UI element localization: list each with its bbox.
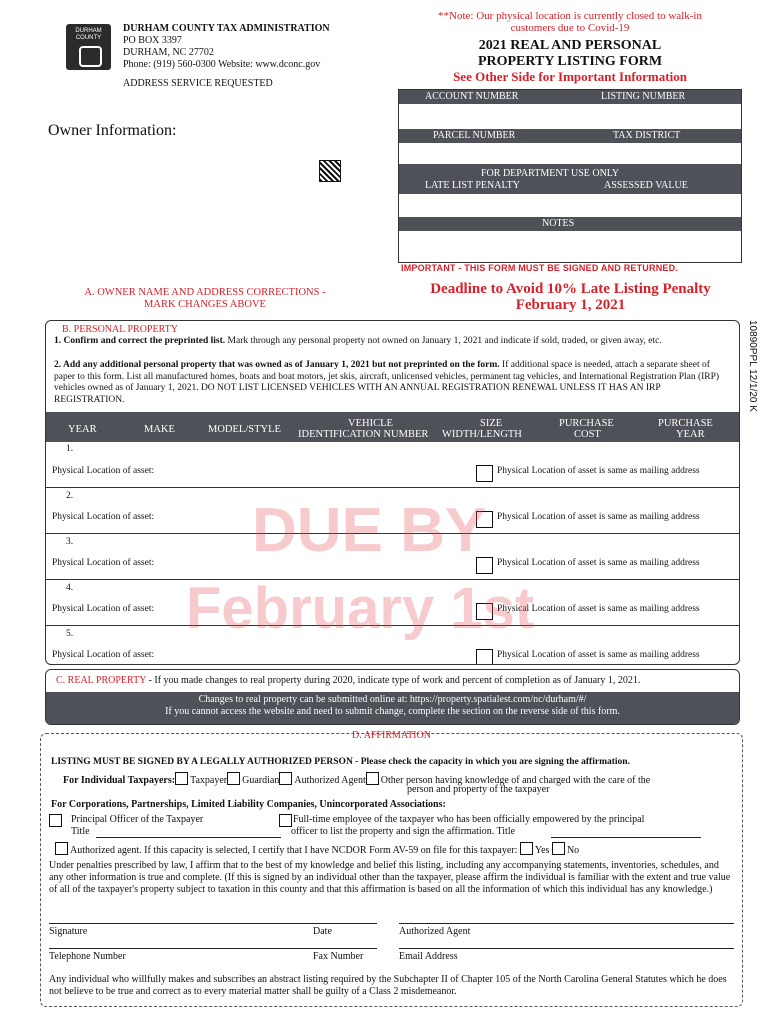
yes-checkbox[interactable] <box>520 842 533 855</box>
penalties-statement: Under penalties prescribed by law, I affirm that to the best of my knowledge and belief this listing, including any accompanying statements, inventories, schedules, and any other information is true and complete. (If this is signed by an individual other than the taxpayer, please affirm the individual is familiar with the extent and true value of all of the taxpayer's property subject to taxation in this county and that this affirmation is based on all the information of which this individual has any knowledge.) <box>49 860 731 895</box>
misdemeanor-footer: Any individual who willfully makes and subscribes an abstract listing required by the Subchapter II of Chapter 105 of the North Carolina General Statutes which he does not believe to be true and correct as to every material matter shall be guilty of a Class 2 misdemeanor. <box>49 974 727 997</box>
section-d-title: D. AFFIRMATION <box>352 730 431 741</box>
yes-label: Yes <box>534 845 550 856</box>
section-c-box <box>45 669 740 725</box>
notes-field[interactable] <box>399 231 741 261</box>
other-person-checkbox[interactable] <box>366 772 379 785</box>
individual-taxpayers-label: For Individual Taxpayers: <box>63 775 176 786</box>
title-line[interactable] <box>96 837 281 838</box>
see-other-side: See Other Side for Important Information <box>453 69 687 84</box>
tax-district-label: TAX DISTRICT <box>613 130 681 141</box>
parcel-number-field[interactable] <box>399 143 741 164</box>
same-as-mailing-checkbox[interactable] <box>476 465 493 482</box>
deadline-line-2: February 1, 2021 <box>515 297 626 313</box>
deadline-line-1: Deadline to Avoid 10% Late Listing Penalty <box>430 281 711 297</box>
city: DURHAM, NC 27702 <box>123 47 214 58</box>
section-a-title-2: MARK CHANGES ABOVE <box>144 299 266 310</box>
form-title-2: PROPERTY LISTING FORM <box>477 54 663 69</box>
row-number: 5. <box>66 629 74 639</box>
guardian-label: Guardian <box>242 775 280 786</box>
form-title-1: 2021 REAL AND PERSONAL <box>478 38 662 53</box>
col-model: MODEL/STYLE <box>208 424 281 435</box>
authorized-agent-label: Authorized Agent <box>294 775 366 786</box>
address-service: ADDRESS SERVICE REQUESTED <box>123 78 273 89</box>
same-as-mailing-checkbox[interactable] <box>476 649 493 665</box>
other-person-label: Other person having knowledge of and charged with the care of the <box>380 775 651 786</box>
section-a-title <box>60 287 350 311</box>
account-panel <box>398 89 742 263</box>
col-cost-1: PURCHASE <box>559 418 614 429</box>
agent-certify-text: Authorized agent. If this capacity is selected, I certify that I have NCDOR Form AV-59 on file for this taxpayer: <box>70 845 518 856</box>
row-number: 1. <box>66 444 74 454</box>
form-code: 10890PPL 12/1/20 K <box>747 320 758 412</box>
po-box: PO BOX 3397 <box>123 35 182 46</box>
section-c-title: C. REAL PROPERTY <box>56 675 147 686</box>
no-checkbox[interactable] <box>552 842 565 855</box>
online-submit-text: Changes to real property can be submitted online at: https://property.spatialest.com/nc/durham/#/ <box>198 694 587 705</box>
covid-note: **Note: Our physical location is currently closed to walk-in customers due to Covid-19 <box>438 10 702 34</box>
fax-label: Fax Number <box>313 951 364 962</box>
parcel-number-label: PARCEL NUMBER <box>433 130 516 141</box>
col-vin-1: VEHICLE <box>348 418 393 429</box>
section-a-title-1: A. OWNER NAME AND ADDRESS CORRECTIONS - <box>84 287 326 298</box>
col-size-1: SIZE <box>480 418 503 429</box>
taxpayer-checkbox[interactable] <box>175 772 188 785</box>
authorized-agent-line-label: Authorized Agent <box>399 926 471 937</box>
penalty-field[interactable] <box>399 194 741 217</box>
corporations-label: For Corporations, Partnerships, Limited Liability Companies, Unincorporated Associations: <box>51 799 446 810</box>
section-b-item-2 <box>54 360 729 408</box>
physical-location-label: Physical Location of asset: <box>52 650 155 660</box>
owner-info-label: Owner Information: <box>48 122 177 139</box>
logo-text: DURHAM COUNTY <box>75 28 102 41</box>
account-number-field[interactable] <box>399 104 741 129</box>
physical-location-label: Physical Location of asset: <box>52 466 155 476</box>
same-as-mailing-label: Physical Location of asset is same as mailing address <box>497 650 700 660</box>
col-cost-2: COST <box>574 429 601 440</box>
no-label: No <box>566 845 580 856</box>
important-notice: IMPORTANT - THIS FORM MUST BE SIGNED AND RETURNED. <box>401 263 678 273</box>
guardian-checkbox[interactable] <box>227 772 240 785</box>
section-b-item-1 <box>54 336 729 348</box>
section-c-text: - If you made changes to real property during 2020, indicate type of work and percent of completion as of January 1, 2021. <box>146 675 641 686</box>
county-logo <box>66 24 111 70</box>
principal-officer-label: Principal Officer of the Taxpayer <box>71 814 204 825</box>
other-person-label-2: person and property of the taxpayer <box>407 784 550 795</box>
authorized-agent-line[interactable] <box>399 923 734 924</box>
must-be-signed: LISTING MUST BE SIGNED BY A LEGALLY AUTHORIZED PERSON - Please check the capacity in which you are signing the affirmation. <box>51 757 630 767</box>
same-as-mailing-label: Physical Location of asset is same as mailing address <box>497 512 700 522</box>
watermark-due-by: DUE BY <box>252 496 487 565</box>
section-b-title: B. PERSONAL PROPERTY <box>62 324 178 335</box>
logo-mark-icon <box>79 46 102 67</box>
physical-location-label: Physical Location of asset: <box>52 558 155 568</box>
date-label: Date <box>313 926 332 937</box>
fulltime-employee-label-2: officer to list the property and sign the affirmation. Title <box>291 826 516 837</box>
email-line[interactable] <box>399 948 734 949</box>
watermark-date: February 1st <box>186 576 535 641</box>
fulltime-title-line[interactable] <box>551 837 701 838</box>
authorized-agent-checkbox[interactable] <box>279 772 292 785</box>
qr-code-icon <box>319 160 341 182</box>
fulltime-employee-label: Full-time employee of the taxpayer who has been officially empowered by the principal <box>293 814 645 825</box>
telephone-label: Telephone Number <box>49 951 126 962</box>
physical-location-label: Physical Location of asset: <box>52 512 155 522</box>
title-label: Title <box>71 826 90 837</box>
col-size-2: WIDTH/LENGTH <box>442 429 522 440</box>
authorized-agent-certify-checkbox[interactable] <box>55 842 68 855</box>
reverse-side-text: If you cannot access the website and need to submit change, complete the section on the reverse side of this form. <box>165 705 620 717</box>
asset-row <box>46 442 739 488</box>
item-2-bold: 2. Add any additional personal property that was owned as of January 1, 2021 but not preprinted on the form. <box>54 360 500 370</box>
telephone-line[interactable] <box>49 948 377 949</box>
late-list-penalty-label: LATE LIST PENALTY <box>425 180 520 191</box>
col-pyear-1: PURCHASE <box>658 418 713 429</box>
same-as-mailing-label: Physical Location of asset is same as mailing address <box>497 604 700 614</box>
row-number: 2. <box>66 491 74 501</box>
notes-label: NOTES <box>542 218 575 229</box>
row-number: 3. <box>66 537 74 547</box>
item-1-text: Mark through any personal property not owned on January 1, 2021 and indicate if sold, traded, or given away, etc. <box>225 336 662 346</box>
physical-location-label: Physical Location of asset: <box>52 604 155 614</box>
signature-label: Signature <box>49 926 88 937</box>
dept-use-label: FOR DEPARTMENT USE ONLY <box>481 168 620 179</box>
col-year: YEAR <box>68 424 97 435</box>
item-2-text: If additional space is needed, attach a separate sheet of paper to this form. List all manufactured homes, boats and boat motors, jet skis, aircraft, unlicensed vehicles, permanent tag vehicles, and International Registration Plan (IRP) vehicles owned as of January 1, 2021. DO NOT LIST LICENSED VEHICLES WITH AN ANNUAL REGISTRATION RENEWAL UNLESS IT HAS AN IRP REGISTRATION. <box>54 360 720 405</box>
taxpayer-label: Taxpayer <box>190 775 228 786</box>
col-pyear-2: YEAR <box>676 429 705 440</box>
phone-website: Phone: (919) 560-0300 Website: www.dconc.gov <box>123 59 321 70</box>
account-number-label: ACCOUNT NUMBER <box>425 91 519 102</box>
row-number: 4. <box>66 583 74 593</box>
agency-name: DURHAM COUNTY TAX ADMINISTRATION <box>123 23 330 34</box>
signature-line[interactable] <box>49 923 377 924</box>
assessed-value-label: ASSESSED VALUE <box>604 180 688 191</box>
listing-number-label: LISTING NUMBER <box>601 91 686 102</box>
same-as-mailing-label: Physical Location of asset is same as mailing address <box>497 558 700 568</box>
section-d-box <box>40 730 743 1007</box>
vehicle-table-header <box>46 412 739 442</box>
principal-officer-checkbox[interactable] <box>49 814 62 827</box>
col-vin-2: IDENTIFICATION NUMBER <box>298 429 429 440</box>
col-make: MAKE <box>144 424 175 435</box>
item-1-bold: 1. Confirm and correct the preprinted list. <box>54 336 226 346</box>
email-label: Email Address <box>399 951 458 962</box>
same-as-mailing-label: Physical Location of asset is same as mailing address <box>497 466 700 476</box>
